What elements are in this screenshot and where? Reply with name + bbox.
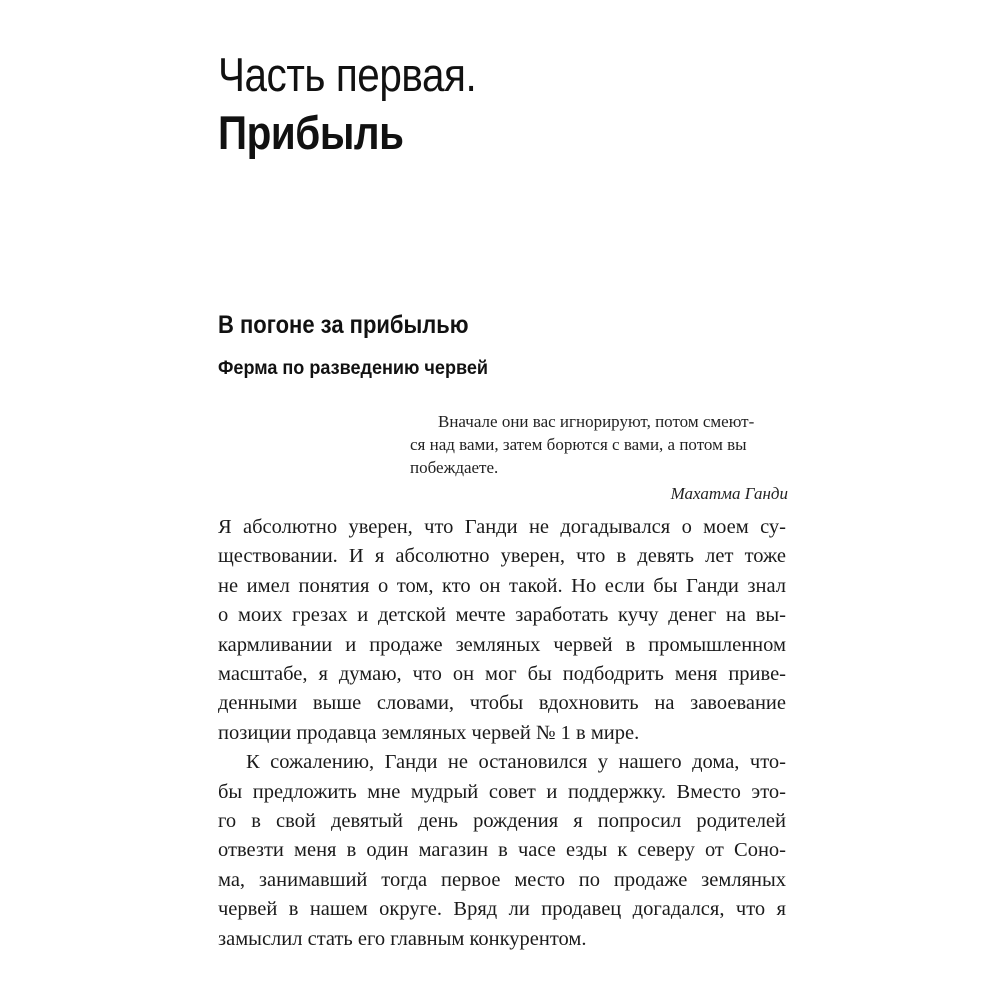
body-text — [218, 513, 786, 954]
text-line: о моих грезах и детской мечте заработать кучу денег на вы- — [218, 604, 786, 627]
epigraph-author: Махатма Ганди — [670, 484, 788, 503]
paragraph-1 — [218, 513, 786, 748]
text-line: кармливании и продаже земляных червей в промышленном — [218, 633, 786, 656]
text-line: замыслил стать его главным конкурентом. — [218, 927, 587, 950]
text-line: ществовании. И я абсолютно уверен, что в девять лет тоже — [218, 545, 786, 568]
text-line: Я абсолютно уверен, что Ганди не догадывался о моем су- — [218, 516, 786, 538]
part-title-name: Прибыль — [218, 106, 404, 159]
text-line: позиции продавца земляных червей № 1 в мире. — [218, 721, 640, 744]
paragraph-2 — [218, 748, 786, 954]
text-line: масштабе, я думаю, что он мог бы подбодрить меня приве- — [218, 663, 786, 686]
text-line: ма, занимавший тогда первое место по продаже земляных — [218, 868, 786, 891]
epigraph-line: Вначале они вас игнорируют, потом смеют- — [438, 412, 755, 431]
text-line: отвезти меня в один магазин в часе езды к северу от Соно- — [218, 839, 786, 862]
epigraph-line: побеждаете. — [410, 458, 499, 477]
section-title: Ферма по разведению червей — [218, 358, 488, 379]
text-line: червей в нашем округе. Вряд ли продавец догадался, что я — [218, 898, 786, 921]
part-title — [218, 46, 518, 162]
text-line: не имел понятия о том, кто он такой. Но если бы Ганди знал — [218, 574, 786, 597]
text-line: К сожалению, Ганди не остановился у нашего дома, что- — [246, 751, 786, 774]
epigraph — [410, 410, 788, 505]
chapter-title: В погоне за прибылью — [218, 311, 469, 339]
text-line: бы предложить мне мудрый совет и поддержку. Вместо это- — [218, 780, 786, 803]
part-title-number: Часть первая. — [218, 48, 477, 101]
text-line: денными выше словами, чтобы вдохновить на завоевание — [218, 692, 786, 715]
text-line: го в свой девятый день рождения я попросил родителей — [218, 810, 786, 833]
epigraph-line: ся над вами, затем борются с вами, а потом вы — [410, 435, 747, 454]
